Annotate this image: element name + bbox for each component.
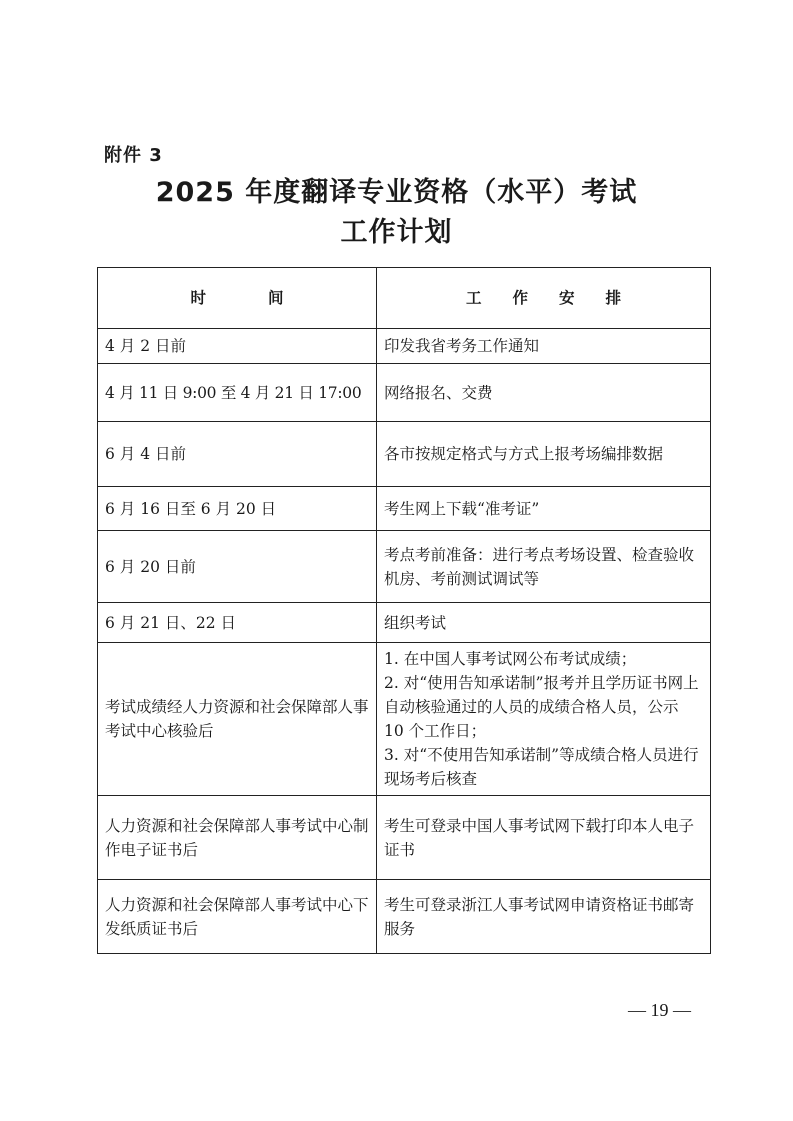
table-row: [98, 364, 711, 422]
task-line: 组织考试: [384, 613, 447, 632]
attachment-label: 附件 3: [104, 145, 163, 166]
time-cell: 4 月 2 日前: [98, 329, 377, 364]
time-cell: 6 月 21 日、22 日: [98, 603, 377, 643]
task-cell: [377, 603, 711, 643]
time-cell: 6 月 4 日前: [98, 422, 377, 487]
page-number: — 19 —: [628, 1000, 691, 1020]
header-work-arrangement: 工 作 安 排: [377, 268, 711, 329]
time-cell: 4 月 11 日 9:00 至 4 月 21 日 17:00: [98, 364, 377, 422]
table-row: [98, 643, 711, 796]
task-line: 1. 在中国人事考试网公布考试成绩；: [384, 650, 637, 668]
table-row: [98, 329, 711, 364]
table-row: [98, 603, 711, 643]
header-time: 时 间: [98, 268, 377, 329]
task-cell: [377, 531, 711, 603]
work-plan-table: [97, 267, 711, 954]
task-cell: [377, 329, 711, 364]
time-cell: 考试成绩经人力资源和社会保障部人事考试中心核验后: [98, 643, 377, 796]
time-cell: 人力资源和社会保障部人事考试中心制作电子证书后: [98, 796, 377, 880]
table-header-row: [98, 268, 711, 329]
task-cell: [377, 643, 711, 796]
task-line: 网络报名、交费: [384, 383, 493, 402]
document-title: 2025 年度翻译专业资格（水平）考试: [155, 177, 638, 208]
document-subtitle: 工作计划: [340, 217, 453, 248]
task-line: 印发我省考务工作通知: [384, 337, 540, 355]
task-line: 3. 对“不使用告知承诺制”等成绩合格人员进行现场考后核查: [384, 746, 699, 788]
table-row: [98, 422, 711, 487]
task-cell: [377, 364, 711, 422]
task-cell: [377, 422, 711, 487]
table-row: [98, 487, 711, 531]
task-cell: [377, 880, 711, 954]
time-cell: 6 月 16 日至 6 月 20 日: [98, 487, 377, 531]
task-line: 2. 对“使用告知承诺制”报考并且学历证书网上自动核验通过的人员的成绩合格人员，公示 10 个工作日；: [384, 674, 699, 740]
table-row: [98, 531, 711, 603]
task-cell: [377, 487, 711, 531]
table-row: [98, 796, 711, 880]
task-line: 考生网上下载“准考证”: [384, 499, 540, 518]
task-line: 考生可登录中国人事考试网下载打印本人电子证书: [384, 816, 695, 859]
task-line: 考点考前准备：进行考点考场设置、检查验收机房、考前测试调试等: [384, 545, 695, 588]
task-line: 考生可登录浙江人事考试网申请资格证书邮寄服务: [384, 895, 695, 938]
table-row: [98, 880, 711, 954]
task-cell: [377, 796, 711, 880]
time-cell: 人力资源和社会保障部人事考试中心下发纸质证书后: [98, 880, 377, 954]
time-cell: 6 月 20 日前: [98, 531, 377, 603]
task-line: 各市按规定格式与方式上报考场编排数据: [384, 445, 664, 463]
